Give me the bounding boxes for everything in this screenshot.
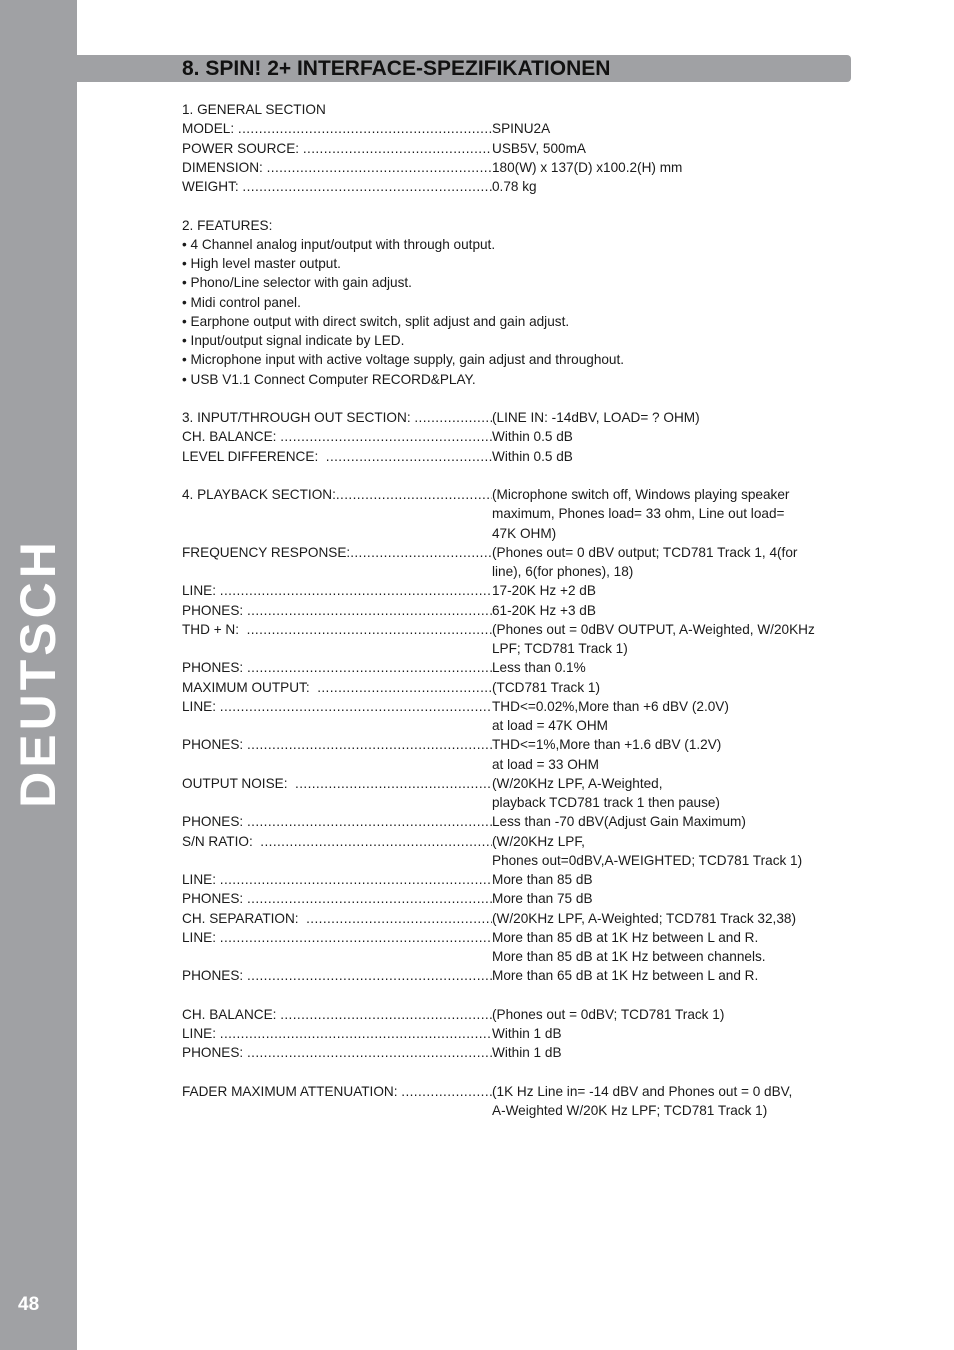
spec-row — [182, 1024, 847, 1043]
spec-row — [182, 581, 847, 600]
spec-label: MODEL: — [182, 121, 238, 137]
spec-row — [182, 812, 847, 831]
section-gap — [182, 466, 847, 485]
leader-dots — [317, 678, 492, 697]
leader-dots — [220, 870, 492, 889]
spec-row — [182, 1005, 847, 1024]
spec-value: SPINU2A — [492, 121, 551, 137]
spec-row — [182, 177, 847, 196]
spec-value: 17-20K Hz +2 dB — [492, 583, 596, 599]
spec-row — [182, 1043, 847, 1062]
leader-dots — [280, 427, 492, 446]
spec-row — [182, 139, 847, 158]
spec-label: FREQUENCY RESPONSE: — [182, 544, 351, 560]
spec-value: (W/20KHz LPF, A-Weighted, playback TCD781 track 1 then pause) — [492, 775, 720, 810]
spec-row — [182, 485, 847, 543]
spec-label: THD + N: — [182, 621, 247, 637]
leader-dots — [247, 966, 492, 985]
spec-row — [182, 697, 847, 736]
section-gap — [182, 196, 847, 215]
spec-row — [182, 543, 847, 582]
language-label: DEUTSCH — [10, 538, 66, 808]
spec-value: Within 0.5 dB — [492, 448, 573, 464]
leader-dots — [247, 735, 492, 774]
section-gap — [182, 986, 847, 1005]
general-heading: 1. GENERAL SECTION — [182, 102, 326, 117]
leader-dots — [350, 543, 492, 582]
spec-row — [182, 158, 847, 177]
leader-dots — [414, 408, 492, 427]
feature-item: • Midi control panel. — [182, 294, 301, 310]
section-title-bar — [77, 55, 851, 82]
spec-value: (Phones out = 0dBV; TCD781 Track 1) — [492, 1006, 725, 1022]
spec-label: LINE: — [182, 929, 220, 945]
leader-dots — [401, 1082, 492, 1121]
feature-item: • Microphone input with active voltage supply, gain adjust and throughout. — [182, 352, 625, 368]
leader-dots — [247, 1043, 492, 1062]
spec-value: (1K Hz Line in= -14 dBV and Phones out = 0 dBV, A-Weighted W/20K Hz LPF; TCD781 Track 1) — [492, 1083, 793, 1118]
page-title: 8. SPIN! 2+ INTERFACE-SPEZIFIKATIONEN — [182, 57, 611, 80]
features-heading: 2. FEATURES: — [182, 217, 273, 233]
feature-item: • High level master output. — [182, 256, 341, 271]
spec-row — [182, 774, 847, 813]
spec-label: S/N RATIO: — [182, 833, 261, 849]
leader-dots — [247, 812, 492, 831]
spec-label: PHONES: — [182, 968, 247, 984]
leader-dots — [242, 177, 492, 196]
leader-dots — [247, 620, 492, 659]
spec-row — [182, 909, 847, 928]
spec-row — [182, 678, 847, 697]
spec-label: CH. SEPARATION: — [182, 910, 307, 926]
spec-value: (LINE IN: -14dBV, LOAD= ? OHM) — [492, 410, 700, 425]
spec-value: Within 1 dB — [492, 1026, 562, 1041]
spec-label: LINE: — [182, 1026, 220, 1041]
spec-value: THD<=1%,More than +1.6 dBV (1.2V) at load = 33 OHM — [492, 737, 722, 772]
leader-dots — [220, 1024, 492, 1043]
feature-item: • Earphone output with direct switch, split adjust and gain adjust. — [182, 313, 570, 329]
spec-row — [182, 119, 847, 138]
leader-dots — [326, 447, 492, 466]
spec-label: PHONES: — [182, 1045, 247, 1061]
spec-value: 0.78 kg — [492, 179, 537, 194]
leader-dots — [306, 909, 492, 928]
spec-value: (Phones out = 0dBV OUTPUT, A-Weighted, W/20KHz LPF; TCD781 Track 1) — [492, 621, 815, 656]
spec-value: (TCD781 Track 1) — [492, 679, 601, 695]
spec-row — [182, 601, 847, 620]
spec-label: PHONES: — [182, 814, 247, 830]
spec-label: WEIGHT: — [182, 179, 243, 194]
leader-dots — [336, 485, 492, 543]
feature-item: • Phono/Line selector with gain adjust. — [182, 275, 412, 291]
section-gap — [182, 389, 847, 408]
spec-row — [182, 447, 847, 466]
spec-label: PHONES: — [182, 891, 247, 907]
spec-row — [182, 427, 847, 446]
spec-label: CH. BALANCE: — [182, 1006, 281, 1022]
spec-value: Less than -70 dBV(Adjust Gain Maximum) — [492, 814, 746, 830]
spec-label: LINE: — [182, 698, 220, 714]
spec-row — [182, 928, 847, 967]
spec-label: OUTPUT NOISE: — [182, 775, 296, 791]
spec-row — [182, 889, 847, 908]
leader-dots — [247, 658, 492, 677]
spec-label: 4. PLAYBACK SECTION: — [182, 487, 336, 502]
leader-dots — [267, 158, 492, 177]
spec-row — [182, 408, 847, 427]
spec-value: (Microphone switch off, Windows playing speaker maximum, Phones load= 33 ohm, Line out load= 47K OHM) — [492, 487, 790, 541]
spec-label: DIMENSION: — [182, 159, 267, 175]
spec-label: LEVEL DIFFERENCE: — [182, 448, 326, 464]
leader-dots — [247, 889, 492, 908]
sidebar — [0, 0, 77, 1350]
spec-value: 180(W) x 137(D) x100.2(H) mm — [492, 159, 683, 175]
spec-value: More than 65 dB at 1K Hz between L and R. — [492, 968, 759, 984]
spec-value: (W/20KHz LPF, Phones out=0dBV,A-WEIGHTED; TCD781 Track 1) — [492, 833, 803, 868]
spec-value: THD<=0.02%,More than +6 dBV (2.0V) at load = 47K OHM — [492, 698, 729, 733]
leader-dots — [220, 581, 492, 600]
spec-row — [182, 1082, 847, 1121]
leader-dots — [220, 928, 492, 967]
spec-value: More than 85 dB at 1K Hz between L and R. More than 85 dB at 1K Hz between channels. — [492, 929, 766, 964]
leader-dots — [260, 832, 492, 871]
page-number: 48 — [18, 1294, 40, 1315]
spec-row — [182, 620, 847, 659]
spec-label: CH. BALANCE: — [182, 429, 281, 445]
spec-value: Within 1 dB — [492, 1045, 562, 1061]
spec-label: 3. INPUT/THROUGH OUT SECTION: — [182, 410, 415, 425]
spec-value: More than 85 dB — [492, 872, 593, 887]
spec-row — [182, 832, 847, 871]
spec-value: More than 75 dB — [492, 891, 593, 907]
feature-item: • USB V1.1 Connect Computer RECORD&PLAY. — [182, 371, 476, 387]
feature-item: • Input/output signal indicate by LED. — [182, 333, 405, 348]
spec-row — [182, 966, 847, 985]
spec-content — [182, 100, 847, 1120]
spec-row — [182, 870, 847, 889]
spec-label: PHONES: — [182, 602, 247, 618]
spec-value: Less than 0.1% — [492, 660, 586, 676]
leader-dots — [220, 697, 492, 736]
spec-label: MAXIMUM OUTPUT: — [182, 679, 318, 695]
spec-label: LINE: — [182, 872, 220, 887]
leader-dots — [280, 1005, 492, 1024]
spec-value: 61-20K Hz +3 dB — [492, 602, 596, 618]
spec-value: (W/20KHz LPF, A-Weighted; TCD781 Track 32,38) — [492, 910, 796, 926]
section-gap — [182, 1063, 847, 1082]
spec-row — [182, 735, 847, 774]
spec-value: (Phones out= 0 dBV output; TCD781 Track 1, 4(for line), 6(for phones), 18) — [492, 544, 798, 579]
spec-label: POWER SOURCE: — [182, 140, 303, 156]
spec-label: FADER MAXIMUM ATTENUATION: — [182, 1083, 402, 1099]
general-rows — [182, 119, 847, 196]
spec-label: LINE: — [182, 583, 220, 599]
feature-item: • 4 Channel analog input/output with through output. — [182, 236, 496, 252]
spec-label: PHONES: — [182, 737, 247, 753]
spec-value: USB5V, 500mA — [492, 140, 586, 156]
spec-label: PHONES: — [182, 660, 247, 676]
spec-row — [182, 658, 847, 677]
leader-dots — [247, 601, 492, 620]
spec-value: Within 0.5 dB — [492, 429, 573, 445]
leader-dots — [295, 774, 492, 813]
leader-dots — [238, 119, 492, 138]
leader-dots — [303, 139, 492, 158]
